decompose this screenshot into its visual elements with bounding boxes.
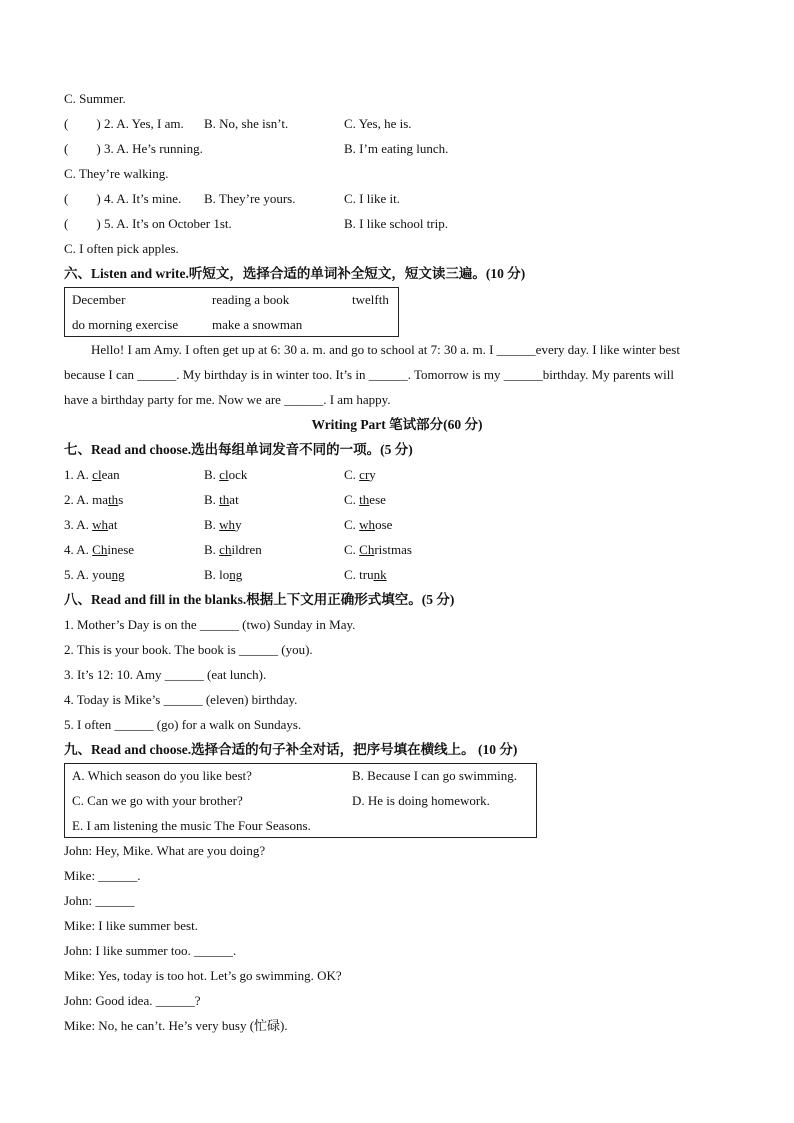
section-9-heading: 九、Read and choose.选择合适的句子补全对话，把序号填在横线上。 (10 分) (64, 742, 518, 757)
option-item: D. He is doing homework. (352, 793, 490, 808)
word-bank-item: do morning exercise (72, 317, 179, 332)
word-bank-item: reading a book (212, 292, 290, 307)
dialogue-line: John: ______ (64, 893, 135, 908)
option-item: B. Because I can go swimming. (352, 768, 517, 783)
options-box (64, 763, 537, 838)
answer-paren[interactable]: ( (64, 191, 69, 206)
passage-line: Hello! I am Amy. I often get up at 6: 30 a. m. and go to school at 7: 30 a. m. I ______every day. I like winter best (91, 342, 680, 357)
dialogue-line: Mike: I like summer best. (64, 918, 198, 933)
phonics-row: 1. A. clean B. clock C. cry (64, 467, 376, 482)
dialogue-line: John: Good idea. ______? (64, 993, 201, 1008)
fill-blank-item: 5. I often ______ (go) for a walk on Sundays. (64, 717, 302, 732)
section-7-heading: 七、Read and choose.选出每组单词发音不同的一项。(5 分) (64, 442, 413, 457)
fill-blank-item: 2. This is your book. The book is ______ (you). (64, 642, 313, 657)
word-bank-item: twelfth (352, 292, 389, 307)
dialogue-line: Mike: Yes, today is too hot. Let’s go swimming. OK? (64, 968, 342, 983)
phonics-row: 2. A. maths B. that C. these (64, 492, 386, 507)
answer-option-line: C. I often pick apples. (64, 241, 179, 256)
passage-line: because I can ______. My birthday is in winter too. It’s in ______. Tomorrow is my ______birthday. My parents will (64, 367, 675, 382)
option-item: C. Can we go with your brother? (72, 793, 243, 808)
question-3: ( ) 3. A. He’s running. B. I’m eating lunch. (64, 141, 449, 156)
word-bank-item: December (72, 292, 126, 307)
answer-paren[interactable]: ( (64, 141, 69, 156)
dialogue-line: Mike: No, he can’t. He’s very busy (忙碌). (64, 1018, 288, 1033)
dialogue-line: John: I like summer too. ______. (64, 943, 237, 958)
word-bank-box (64, 287, 399, 337)
fill-blank-item: 1. Mother’s Day is on the ______ (two) Sunday in May. (64, 617, 356, 632)
question-4: ( ) 4. A. It’s mine. B. They’re yours. C. I like it. (64, 191, 400, 206)
question-2: ( ) 2. A. Yes, I am. B. No, she isn’t. C. Yes, he is. (64, 116, 412, 131)
section-8-heading: 八、Read and fill in the blanks.根据上下文用正确形式填空。(5 分) (64, 592, 455, 607)
section-6-heading: 六、Listen and write.听短文，选择合适的单词补全短文，短文读三遍。(10 分) (64, 266, 526, 281)
phonics-row: 4. A. Chinese B. children C. Christmas (64, 542, 412, 557)
dialogue-line: John: Hey, Mike. What are you doing? (64, 843, 266, 858)
word-bank-item: make a snowman (212, 317, 303, 332)
passage-line: have a birthday party for me. Now we are ______. I am happy. (64, 392, 391, 407)
answer-option-line: C. Summer. (64, 91, 126, 106)
writing-part-title: Writing Part 笔试部分(60 分) (311, 417, 483, 432)
question-5: ( ) 5. A. It’s on October 1st. B. I like school trip. (64, 216, 448, 231)
fill-blank-item: 4. Today is Mike’s ______ (eleven) birthday. (64, 692, 298, 707)
option-item: E. I am listening the music The Four Seasons. (72, 818, 311, 833)
phonics-row: 5. A. young B. long C. trunk (64, 567, 387, 582)
phonics-row: 3. A. what B. why C. whose (64, 517, 393, 532)
option-item: A. Which season do you like best? (72, 768, 252, 783)
fill-blank-item: 3. It’s 12: 10. Amy ______ (eat lunch). (64, 667, 267, 682)
answer-paren[interactable]: ( (64, 116, 69, 131)
answer-paren[interactable]: ( (64, 216, 69, 231)
dialogue-line: Mike: ______. (64, 868, 141, 883)
answer-option-line: C. They’re walking. (64, 166, 169, 181)
